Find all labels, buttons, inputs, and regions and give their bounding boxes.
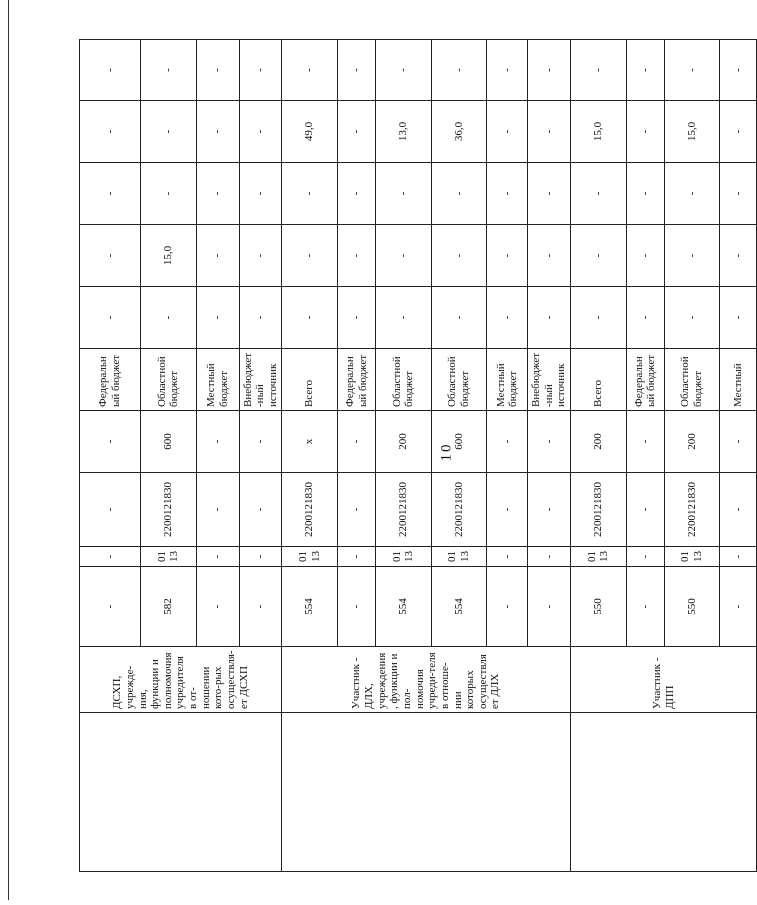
value-cell: - (196, 100, 239, 162)
blank-cell (571, 713, 757, 872)
value-cell: - (487, 162, 528, 224)
value-cell: 36,0 (431, 100, 487, 162)
value-cell: - (571, 162, 627, 224)
table-row (80, 39, 141, 871)
rz-cell: - (239, 546, 282, 566)
vr-cell: - (239, 410, 282, 472)
value-cell: - (376, 286, 432, 348)
value-cell: - (664, 162, 720, 224)
value-cell: - (338, 224, 376, 286)
value-cell: - (80, 162, 141, 224)
rz-cell: 0113 (431, 546, 487, 566)
value-cell: - (196, 224, 239, 286)
value-cell: - (196, 39, 239, 100)
funding-source-cell: Федеральный бюджет (80, 348, 141, 410)
value-cell: - (626, 286, 664, 348)
funding-source-cell: Всего (571, 348, 627, 410)
value-cell: - (239, 39, 282, 100)
value-cell: - (626, 39, 664, 100)
table-row (282, 39, 338, 871)
value-cell: - (80, 100, 141, 162)
funding-source-cell: Федеральный бюджет (338, 348, 376, 410)
value-cell: - (626, 224, 664, 286)
funding-source-cell: Внебюджет-ный источник (239, 348, 282, 410)
rotated-table-wrapper (79, 40, 744, 872)
funding-source-cell: Внебюджет-ный источник (528, 348, 571, 410)
grs-cell: - (626, 566, 664, 646)
rz-cell: - (338, 546, 376, 566)
value-cell: - (720, 39, 757, 100)
page-number: 10 (438, 442, 455, 462)
value-cell: - (571, 224, 627, 286)
grs-cell: - (720, 566, 757, 646)
value-cell: - (239, 224, 282, 286)
funding-source-cell: Федеральный бюджет (626, 348, 664, 410)
funding-source-cell: Местный бюджет (487, 348, 528, 410)
blank-cell (282, 713, 571, 872)
value-cell: - (80, 39, 141, 100)
value-cell: - (338, 100, 376, 162)
funding-source-cell: Местный (720, 348, 757, 410)
value-cell: - (239, 162, 282, 224)
vr-cell: - (196, 410, 239, 472)
value-cell: - (431, 162, 487, 224)
value-cell: - (528, 162, 571, 224)
value-cell: - (141, 100, 197, 162)
value-cell: - (141, 39, 197, 100)
value-cell: - (376, 224, 432, 286)
csr-cell: 2200121830 (141, 472, 197, 546)
funding-source-cell: Областной бюджет (141, 348, 197, 410)
grs-cell: - (80, 566, 141, 646)
grs-cell: - (528, 566, 571, 646)
page-margin-line (8, 0, 9, 900)
value-cell: - (196, 286, 239, 348)
csr-cell: 2200121830 (664, 472, 720, 546)
rz-cell: 0113 (664, 546, 720, 566)
rz-cell: 0113 (141, 546, 197, 566)
value-cell: - (282, 286, 338, 348)
grs-cell: - (196, 566, 239, 646)
grs-cell: 554 (376, 566, 432, 646)
value-cell: - (528, 286, 571, 348)
value-cell: - (141, 162, 197, 224)
budget-table (79, 39, 757, 872)
value-cell: - (80, 286, 141, 348)
value-cell: - (626, 100, 664, 162)
value-cell: - (664, 39, 720, 100)
value-cell: - (720, 100, 757, 162)
funding-source-cell: Областной бюджет (431, 348, 487, 410)
table-body (80, 39, 757, 871)
participant-description: Участник - ДПП (571, 646, 757, 712)
value-cell: - (720, 162, 757, 224)
csr-cell: - (487, 472, 528, 546)
value-cell: - (239, 100, 282, 162)
csr-cell: 2200121830 (431, 472, 487, 546)
vr-cell: - (338, 410, 376, 472)
value-cell: - (664, 224, 720, 286)
funding-source-cell: Областной бюджет (664, 348, 720, 410)
table-row (571, 39, 627, 871)
grs-cell: 550 (664, 566, 720, 646)
funding-source-cell: Всего (282, 348, 338, 410)
value-cell: - (338, 39, 376, 100)
grs-cell: - (239, 566, 282, 646)
csr-cell: - (196, 472, 239, 546)
rz-cell: 0113 (376, 546, 432, 566)
vr-cell: - (487, 410, 528, 472)
rz-cell: - (196, 546, 239, 566)
csr-cell: - (626, 472, 664, 546)
participant-description: ДСХП, учрежде-ния, функции и полномочия учредителя в от-ношении кото-рых осуществля-ет ДСХП (80, 646, 282, 712)
value-cell: - (338, 162, 376, 224)
vr-cell: 200 (376, 410, 432, 472)
vr-cell: - (720, 410, 757, 472)
value-cell: - (528, 224, 571, 286)
value-cell: - (571, 39, 627, 100)
value-cell: 15,0 (571, 100, 627, 162)
grs-cell: 554 (282, 566, 338, 646)
vr-cell: - (626, 410, 664, 472)
value-cell: - (487, 39, 528, 100)
value-cell: - (239, 286, 282, 348)
value-cell: - (141, 286, 197, 348)
value-cell: - (376, 39, 432, 100)
rz-cell: - (528, 546, 571, 566)
value-cell: - (487, 224, 528, 286)
vr-cell: 600 (431, 410, 487, 472)
csr-cell: - (80, 472, 141, 546)
value-cell: - (282, 162, 338, 224)
rz-cell: 0113 (282, 546, 338, 566)
vr-cell: - (80, 410, 141, 472)
value-cell: - (720, 286, 757, 348)
rz-cell: - (80, 546, 141, 566)
rz-cell: - (720, 546, 757, 566)
value-cell: - (431, 224, 487, 286)
csr-cell: 2200121830 (571, 472, 627, 546)
funding-source-cell: Областной бюджет (376, 348, 432, 410)
value-cell: 49,0 (282, 100, 338, 162)
value-cell: 15,0 (664, 100, 720, 162)
blank-cell (80, 713, 282, 872)
value-cell: - (431, 39, 487, 100)
csr-cell: - (239, 472, 282, 546)
funding-source-cell: Местный бюджет (196, 348, 239, 410)
value-cell: - (528, 39, 571, 100)
value-cell: - (664, 286, 720, 348)
vr-cell: 200 (664, 410, 720, 472)
value-cell: - (338, 286, 376, 348)
value-cell: - (376, 162, 432, 224)
value-cell: - (196, 162, 239, 224)
vr-cell: - (528, 410, 571, 472)
csr-cell: 2200121830 (282, 472, 338, 546)
csr-cell: - (338, 472, 376, 546)
vr-cell: 200 (571, 410, 627, 472)
value-cell: - (571, 286, 627, 348)
rz-cell: - (487, 546, 528, 566)
csr-cell: - (528, 472, 571, 546)
vr-cell: x (282, 410, 338, 472)
csr-cell: 2200121830 (376, 472, 432, 546)
value-cell: - (487, 286, 528, 348)
participant-description: Участник - ДЛХ, учреждения, функции и пол-номочия учреди-теля в отноше-нии которых осуществляет ДЛХ (282, 646, 571, 712)
value-cell: - (487, 100, 528, 162)
csr-cell: - (720, 472, 757, 546)
value-cell: 13,0 (376, 100, 432, 162)
rz-cell: - (626, 546, 664, 566)
value-cell: - (528, 100, 571, 162)
grs-cell: 550 (571, 566, 627, 646)
grs-cell: - (487, 566, 528, 646)
value-cell: - (282, 224, 338, 286)
grs-cell: 554 (431, 566, 487, 646)
value-cell: - (431, 286, 487, 348)
vr-cell: 600 (141, 410, 197, 472)
value-cell: - (720, 224, 757, 286)
value-cell: - (626, 162, 664, 224)
rz-cell: 0113 (571, 546, 627, 566)
value-cell: - (80, 224, 141, 286)
value-cell: - (282, 39, 338, 100)
grs-cell: - (338, 566, 376, 646)
value-cell: 15,0 (141, 224, 197, 286)
grs-cell: 582 (141, 566, 197, 646)
